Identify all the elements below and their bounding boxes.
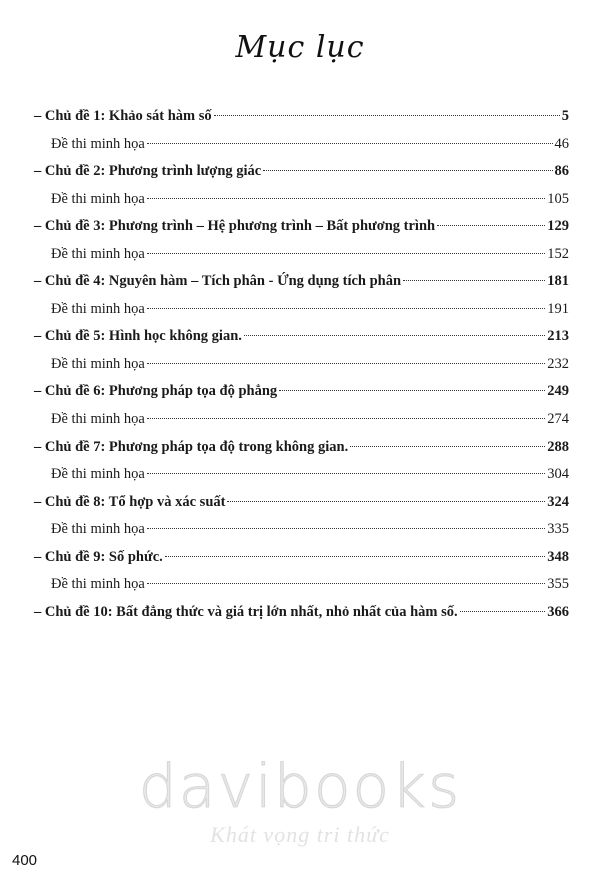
- dot-leader: [147, 363, 545, 364]
- toc-entry-page: 86: [554, 163, 569, 180]
- dot-leader: [147, 253, 545, 254]
- toc-entry-page: 46: [554, 135, 569, 152]
- dot-leader: [403, 280, 545, 281]
- toc-entry-page: 152: [547, 245, 569, 262]
- watermark-logo: davibooks: [138, 752, 462, 822]
- toc-entry-label: Đề thi minh họa: [51, 355, 145, 372]
- toc-entry-page: 355: [547, 576, 569, 593]
- toc-entry-label: Đề thi minh họa: [51, 135, 145, 152]
- toc-entry-page: 5: [561, 108, 569, 124]
- dot-leader: [147, 143, 553, 144]
- toc-chapter-entry: [34, 161, 569, 189]
- toc-entry-label: – Chủ đề 6: Phương pháp tọa độ phẳng: [34, 383, 278, 400]
- dot-leader: [437, 225, 545, 226]
- toc-entry-label: – Chủ đề 5: Hình học không gian.: [34, 328, 242, 345]
- toc-entry-label: Đề thi minh họa: [51, 411, 145, 428]
- toc-entry-page: 249: [547, 383, 569, 400]
- toc-chapter-entry: [34, 381, 569, 409]
- toc-sub-entry: [34, 299, 569, 327]
- toc-entry-label: – Chủ đề 10: Bất đẳng thức và giá trị lớn nhất, nhỏ nhất của hàm số.: [34, 603, 458, 620]
- toc-sub-entry: [34, 244, 569, 272]
- toc-chapter-entry: [34, 106, 569, 134]
- toc-entry-page: 348: [547, 548, 569, 565]
- toc-entry-label: – Chủ đề 3: Phương trình – Hệ phương trình – Bất phương trình: [34, 218, 436, 235]
- toc-chapter-entry: [34, 492, 569, 520]
- dot-leader: [279, 390, 545, 391]
- dot-leader: [214, 115, 560, 116]
- toc-sub-entry: [34, 354, 569, 382]
- toc-sub-entry: [34, 574, 569, 602]
- toc-entry-label: Đề thi minh họa: [51, 300, 145, 317]
- toc-entry-page: 304: [547, 466, 569, 483]
- dot-leader: [263, 170, 552, 171]
- page-title: Mục lục: [235, 30, 365, 65]
- toc-entry-label: – Chủ đề 8: Tổ hợp và xác suất: [34, 493, 226, 510]
- toc-entry-page: 366: [547, 603, 569, 620]
- toc-entry-label: – Chủ đề 1: Khảo sát hàm số: [34, 108, 212, 124]
- toc-sub-entry: [34, 189, 569, 217]
- toc-entry-page: 105: [547, 190, 569, 207]
- dot-leader: [147, 528, 545, 529]
- dot-leader: [147, 583, 545, 584]
- dot-leader: [165, 556, 545, 557]
- toc-entry-label: – Chủ đề 2: Phương trình lượng giác: [34, 163, 262, 180]
- toc-entry-page: 129: [547, 218, 569, 235]
- dot-leader: [147, 198, 545, 199]
- toc-entry-page: 288: [547, 438, 569, 455]
- dot-leader: [244, 335, 545, 336]
- toc-entry-label: – Chủ đề 9: Số phức.: [34, 548, 163, 565]
- toc-sub-entry: [34, 519, 569, 547]
- toc-entry-label: Đề thi minh họa: [51, 466, 145, 483]
- toc-entry-page: 191: [547, 300, 569, 317]
- toc-entry-label: – Chủ đề 7: Phương pháp tọa độ trong không gian.: [34, 438, 349, 455]
- toc-chapter-entry: [34, 602, 569, 630]
- table-of-contents: [34, 106, 569, 629]
- dot-leader: [460, 611, 546, 612]
- toc-entry-page: 181: [547, 273, 569, 290]
- watermark-tagline: Khát vọng tri thức: [210, 822, 390, 847]
- toc-entry-label: – Chủ đề 4: Nguyên hàm – Tích phân - Ứng dụng tích phân: [34, 273, 402, 290]
- toc-entry-page: 232: [547, 355, 569, 372]
- toc-entry-label: Đề thi minh họa: [51, 521, 145, 538]
- toc-entry-page: 274: [547, 411, 569, 428]
- toc-entry-page: 324: [547, 493, 569, 510]
- toc-sub-entry: [34, 409, 569, 437]
- toc-entry-label: Đề thi minh họa: [51, 576, 145, 593]
- toc-chapter-entry: [34, 326, 569, 354]
- dot-leader: [147, 473, 545, 474]
- toc-entry-label: Đề thi minh họa: [51, 190, 145, 207]
- dot-leader: [350, 446, 545, 447]
- toc-entry-label: Đề thi minh họa: [51, 245, 145, 262]
- dot-leader: [227, 501, 545, 502]
- dot-leader: [147, 418, 545, 419]
- toc-chapter-entry: [34, 271, 569, 299]
- page-number: 400: [12, 852, 38, 869]
- toc-chapter-entry: [34, 437, 569, 465]
- toc-chapter-entry: [34, 547, 569, 575]
- toc-entry-page: 213: [547, 328, 569, 345]
- toc-chapter-entry: [34, 216, 569, 244]
- toc-sub-entry: [34, 464, 569, 492]
- toc-entry-page: 335: [547, 521, 569, 538]
- dot-leader: [147, 308, 545, 309]
- toc-sub-entry: [34, 134, 569, 162]
